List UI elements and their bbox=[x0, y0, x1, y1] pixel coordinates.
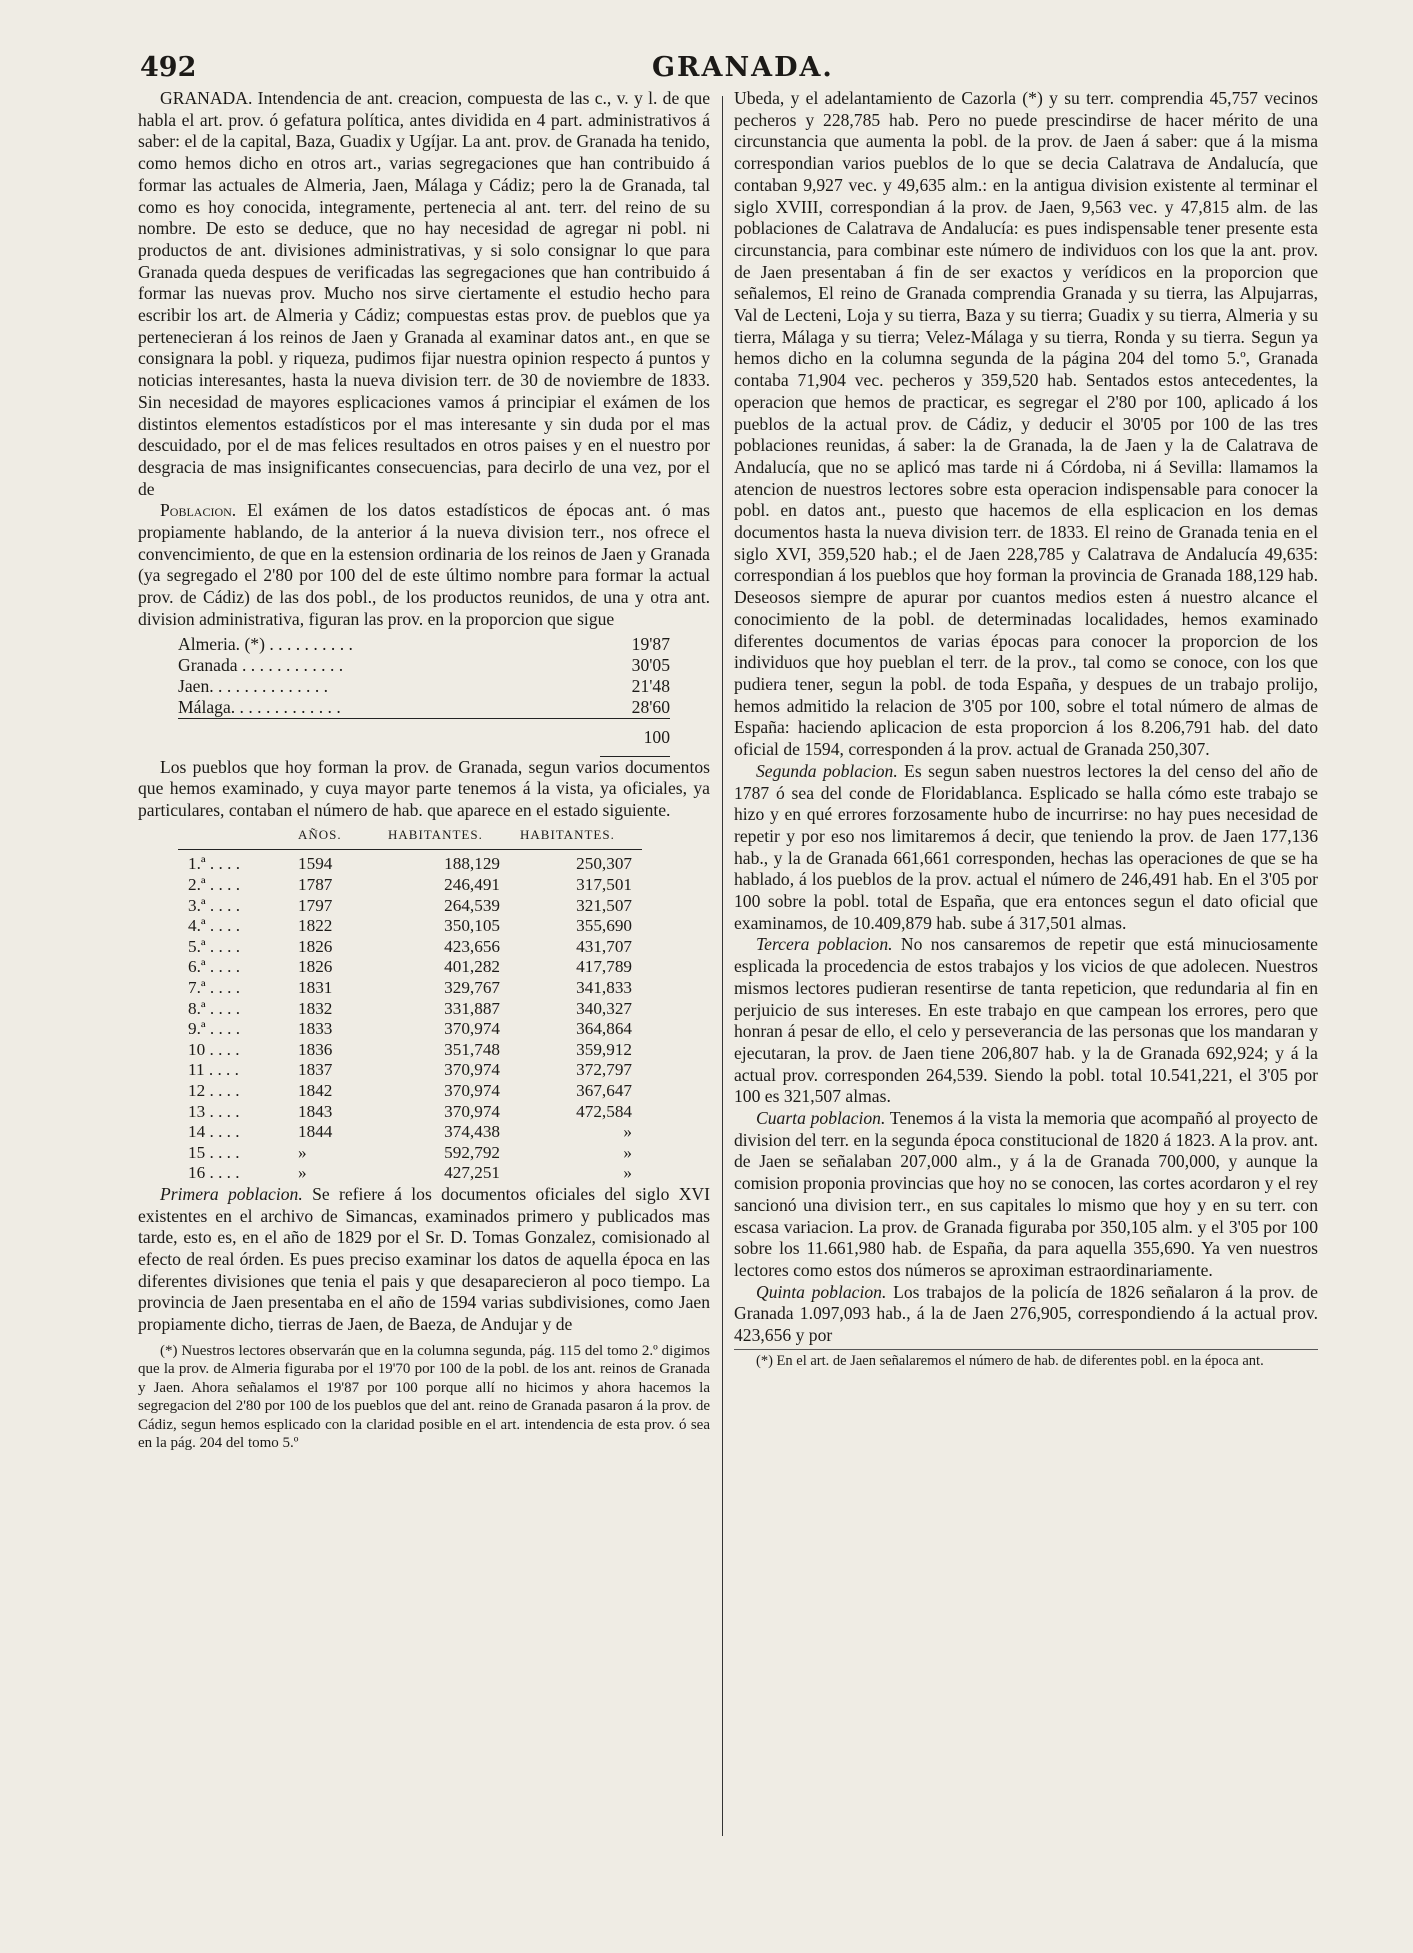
segunda-heading: Segunda poblacion. bbox=[756, 760, 898, 781]
quinta-text: Los trabajos de la policía de 1826 señalaron á la prov. de Granada 1.097,093 hab., á la de Jaen 276,905, correspondiendo á la actual prov. 423,656 y por bbox=[734, 1281, 1318, 1346]
primera-paragraph bbox=[138, 1184, 710, 1336]
habitantes-cell: 370,974 bbox=[444, 1060, 500, 1080]
running-title: GRANADA. bbox=[652, 52, 834, 83]
habitantes-cell: 423,656 bbox=[444, 936, 500, 956]
ratio-label: Jaen. . . . . . . . . . . . . . bbox=[178, 675, 329, 696]
ratio-row bbox=[178, 655, 670, 676]
habitantes-cell: 329,767 bbox=[444, 977, 500, 997]
habitantes-adjusted-cell: 367,647 bbox=[576, 1080, 632, 1100]
habitantes-cell: 351,748 bbox=[444, 1039, 500, 1059]
habitantes-cell: 188,129 bbox=[444, 854, 500, 874]
row-number: 5.ª . . . . bbox=[188, 936, 241, 956]
habitantes-adjusted-cell: » bbox=[623, 1142, 632, 1162]
year-cell: 1837 bbox=[298, 1060, 333, 1080]
row-number: 2.ª . . . . bbox=[188, 874, 241, 894]
poblacion-text: El exámen de los datos estadísticos de épocas ant. ó mas propiamente hablando, de la anterior á la nueva division terr., nos ofrece el convencimiento, de que en la estension ordinaria de los reinos de Jaen y Granada (ya segregado el 2'80 por 100 del de este último nombre para formar la actual prov. de Cádiz) de las dos pobl., de los productos reunidos, de una y otra ant. division administrativa, figuran las prov. en la proporcion que sigue bbox=[138, 500, 710, 629]
habitantes-adjusted-cell: 372,797 bbox=[576, 1060, 632, 1080]
habitantes-cell: 401,282 bbox=[444, 957, 500, 977]
year-cell: 1842 bbox=[298, 1080, 333, 1100]
col-header: AÑOS. bbox=[288, 824, 378, 850]
table-row bbox=[178, 999, 642, 1020]
page-number: 492 bbox=[140, 52, 197, 83]
year-cell: » bbox=[298, 1142, 307, 1162]
ratio-total: 100 bbox=[600, 718, 670, 756]
ratio-label: Almeria. (*) . . . . . . . . . . bbox=[178, 633, 353, 654]
habitantes-cell: 246,491 bbox=[444, 874, 500, 894]
habitantes-adjusted-cell: » bbox=[623, 1122, 632, 1142]
year-cell: 1826 bbox=[298, 936, 333, 956]
table-row bbox=[178, 957, 642, 978]
year-cell: 1822 bbox=[298, 916, 333, 936]
habitantes-adjusted-cell: 355,690 bbox=[576, 916, 632, 936]
segunda-paragraph bbox=[734, 761, 1318, 935]
table-row bbox=[178, 916, 642, 937]
year-cell: » bbox=[298, 1163, 307, 1183]
habitantes-adjusted-cell: 341,833 bbox=[576, 977, 632, 997]
population-table-body bbox=[178, 850, 642, 1184]
table-row bbox=[178, 896, 642, 917]
habitantes-adjusted-cell: » bbox=[623, 1163, 632, 1183]
habitantes-cell: 427,251 bbox=[444, 1163, 500, 1183]
habitantes-adjusted-cell: 472,584 bbox=[576, 1101, 632, 1121]
tercera-paragraph bbox=[734, 934, 1318, 1108]
habitantes-adjusted-cell: 417,789 bbox=[576, 957, 632, 977]
year-cell: 1843 bbox=[298, 1101, 333, 1121]
cuarta-paragraph bbox=[734, 1108, 1318, 1282]
ratio-total-row bbox=[178, 718, 670, 756]
habitantes-adjusted-cell: 340,327 bbox=[576, 998, 632, 1018]
table-row bbox=[178, 937, 642, 958]
cuarta-heading: Cuarta poblacion. bbox=[756, 1108, 886, 1129]
ratio-row bbox=[178, 697, 670, 719]
habitantes-adjusted-cell: 317,501 bbox=[576, 874, 632, 894]
table-row bbox=[178, 1060, 642, 1081]
primera-heading: Primera poblacion. bbox=[160, 1183, 303, 1204]
quinta-heading: Quinta poblacion. bbox=[756, 1281, 887, 1302]
column-divider bbox=[722, 96, 723, 1836]
habitantes-cell: 350,105 bbox=[444, 916, 500, 936]
ratio-label: Málaga. . . . . . . . . . . . . bbox=[178, 696, 341, 717]
habitantes-cell: 370,974 bbox=[444, 1101, 500, 1121]
table-header-row bbox=[178, 824, 642, 850]
col-header: HABITANTES. bbox=[510, 824, 642, 850]
row-number: 10 . . . . bbox=[188, 1039, 240, 1059]
table-row bbox=[178, 1081, 642, 1102]
segunda-text: Es segun saben nuestros lectores la del censo del año de 1787 ó sea del conde de Floridablanca. Esplicado se halla cómo este trabajo se hizo y en qué errores forzosamente hubo de incurrirse: no hay pues necesidad de repetir y por eso nos limitaremos á decir, que teniendo la prov. de Jaen 177,136 hab., y la de Granada 661,661 corresponden, hechas las operaciones de que se ha hablado, á los pueblos de la prov. actual el número de 246,491 hab. En el 3'05 por 100 sobre la pobl. total de España, que era entonces segun el dato oficial que examinamos, de 10.409,879 hab. sube á 317,501 almas. bbox=[734, 760, 1318, 933]
poblacion-heading: Poblacion. bbox=[160, 500, 237, 521]
habitantes-adjusted-cell: 250,307 bbox=[576, 854, 632, 874]
table-row bbox=[178, 1040, 642, 1061]
population-table bbox=[178, 824, 642, 1184]
continued-paragraph: Ubeda, y el adelantamiento de Cazorla (*) y su terr. comprendia 45,757 vecinos pecheros y 228,785 hab. Pero no puede prescindirse de hacer mérito de una circunstancia que aumenta la pobl. de la prov. de Jaen á saber: que á la misma correspondian varios pueblos de lo que se decia Calatrava de Andalucía, que contaban 9,927 vec. y 49,635 alm.: en la antigua division existente al terminar el siglo XVIII, correspondian á la prov. de Jaen, 9,563 vec. y 47,815 alm. de las poblaciones de Calatrava de Andalucía: es pues indispensable tener presente esta circunstancia, para combinar este número de individuos con los que la ant. prov. de Jaen presentaban á fin de ser exactos y verídicos en la proporcion que señalemos, El reino de Granada comprendia Granada y su tierra, las Alpujarras, Val de Lecteni, Loja y su tierra, Baza y su tierra; Guadix y su tierra, Almeria y su tierra, Málaga y su tierra; Velez-Málaga y su tierra, Ronda y su tierra. Segun ya hemos dicho en la columna segunda de la página 204 del tomo 5.º, Granada contaba 71,904 vec. pecheros y 359,520 hab. Sentados estos antecedentes, la operacion que hemos de practicar, es segregar el 2'80 por 100, aplicado á los pueblos de la actual prov. de Cádiz, y deducir el 30'05 por 100 de las tres poblaciones reunidas, á saber: la de Granada, la de Jaen y la de Calatrava de Andalucía, que no se aplicó mas tarde ni á Córdoba, ni á Sevilla: llamamos la atencion de nuestros lectores sobre esta operacion indispensable para conocer la pobl. en datos ant., puesto que hacemos de ella esplicacion en los demas documentos hasta la nueva division terr. de 1833. El reino de Granada tenia en el siglo XVI, 359,520 hab.; el de Jaen 228,785 y Calatrava de Andalucía 49,635: correspondian á los pueblos que hoy forman la provincia de Granada 188,129 hab. Deseosos siempre de apurar por cuantos medios esten á nuestro alcance el conocimiento de la pobl. de determinadas localidades, hemos examinado diferentes documentos de varias épocas para conocer la proporcion de los individuos que hoy pueblan el terr. de la prov., tal como se conoce, con los que pudiera tener, segun la pobl. de toda España, y despues de un trabajo prolijo, hemos admitido la relacion de 3'05 por 100, sobre el total número de almas de España: haciendo aplicacion de esta proporcion á los 8.206,791 hab. del dato oficial de 1594, corresponden á la prov. actual de Granada 250,307. bbox=[734, 88, 1318, 760]
table-row bbox=[178, 875, 642, 896]
estado-intro: Los pueblos que hoy forman la prov. de Granada, segun varios documentos que hemos examinado, y cuya mayor parte tenemos á la vista, ya oficiales, ya particulares, contaban el número de hab. que aparece en el estado siguiente. bbox=[138, 756, 710, 820]
province-ratio-table bbox=[178, 634, 670, 757]
year-cell: 1826 bbox=[298, 957, 333, 977]
col-header bbox=[178, 824, 288, 850]
row-number: 11 . . . . bbox=[188, 1060, 239, 1080]
tercera-text: No nos cansaremos de repetir que está minuciosamente esplicada la procedencia de estos trabajos y los vicios de que adolecen. Nuestros mismos lectores pudieran resentirse de tanta repeticion, que redundaria al fin en perjuicio de sus intereses. En este trabajo en que campean los errores, pero que honran á pesar de ello, el celo y perseverancia de las personas que los mandaran y ejecutaran, la prov. de Jaen tiene 206,807 hab. y la de Granada 692,924; y á la actual prov. corresponden 264,539. Siendo la pobl. total 10.541,221, el 3'05 por 100 es 321,507 almas. bbox=[734, 934, 1318, 1107]
habitantes-cell: 370,974 bbox=[444, 1080, 500, 1100]
page-header bbox=[140, 52, 1290, 92]
year-cell: 1836 bbox=[298, 1039, 333, 1059]
row-number: 13 . . . . bbox=[188, 1101, 240, 1121]
year-cell: 1832 bbox=[298, 998, 333, 1018]
left-footnote: (*) Nuestros lectores observarán que en la columna segunda, pág. 115 del tomo 2.º digimos que la prov. de Almeria figuraba por el 19'70 por 100 de la pobl. de los ant. reinos de Granada y Jaen. Ahora señalamos el 19'87 por 100 porque allí no hicimos y ahora hacemos la segregacion del 2'80 por 100 de los pueblos que del ant. reino de Granada pasaron á la prov. de Cádiz, segun hemos esplicado con la claridad posible en el art. intendencia de esta prov. ó sea en la pág. 204 del tomo 5.º bbox=[138, 1342, 710, 1452]
year-cell: 1594 bbox=[298, 854, 333, 874]
year-cell: 1787 bbox=[298, 874, 333, 894]
ratio-value: 28'60 bbox=[631, 696, 670, 717]
year-cell: 1844 bbox=[298, 1122, 333, 1142]
ratio-label: Granada . . . . . . . . . . . . bbox=[178, 654, 344, 675]
right-column bbox=[734, 88, 1318, 1370]
row-number: 6.ª . . . . bbox=[188, 957, 241, 977]
right-footnote: (*) En el art. de Jaen señalaremos el número de hab. de diferentes pobl. en la época ant. bbox=[734, 1349, 1318, 1371]
row-number: 3.ª . . . . bbox=[188, 895, 241, 915]
table-row bbox=[178, 1122, 642, 1143]
habitantes-cell: 592,792 bbox=[444, 1142, 500, 1162]
year-cell: 1831 bbox=[298, 977, 333, 997]
habitantes-adjusted-cell: 364,864 bbox=[576, 1019, 632, 1039]
habitantes-cell: 264,539 bbox=[444, 895, 500, 915]
ratio-row bbox=[178, 634, 670, 655]
table-row bbox=[178, 1102, 642, 1123]
habitantes-adjusted-cell: 359,912 bbox=[576, 1039, 632, 1059]
cuarta-text: Tenemos á la vista la memoria que acompañó al proyecto de division del terr. en la segunda época constitucional de 1820 á 1823. A la prov. ant. de Jaen se señalaban 207,000 alm., y á la de Granada 700,000, y aunque la comision proponia provincias que hoy no se conocen, las cortes acordaron y el rey sancionó una division terr., en sus capitales lo mismo que hoy y en su terr. con escasa variacion. La prov. de Granada figuraba por 350,105 alm. y el 3'05 por 100 sobre los 11.661,980 hab. de España, da para aquella 355,690. Ya ven nuestros lectores como estos dos números se aproximan estraordinariamente. bbox=[734, 1108, 1318, 1280]
intro-paragraph: GRANADA. Intendencia de ant. creacion, compuesta de las c., v. y l. de que habla el art. prov. ó gefatura política, antes dividida en 4 part. administrativos á saber: el de la capital, Baza, Guadix y Ugíjar. La ant. prov. de Granada ha tenido, como hemos dicho en otros art., varias segregaciones que han contribuido á formar las actuales de Almeria, Jaen, Málaga y Cádiz; pero la de Granada, tal como es hoy conocida, integramente, pertenecia al ant. terr. del reino de su nombre. De esto se deduce, que no hay necesidad de agregar ni pobl. ni productos de ant. divisiones administrativas, y si solo consignar lo que para Granada queda despues de verificadas las segregaciones que han contribuido á formar las nuevas prov. Mucho nos sirve ciertamente el estudio hecho para escribir los art. de Almeria y Cádiz; compuestas estas prov. de pueblos que ya pertenecieran á los reinos de Jaen y Granada al examinar datos ant., en que se consignara la pobl. y riqueza, pudimos fijar nuestra opinion respecto á puntos y noticias interesantes, hasta la nueva division terr. de 30 de noviembre de 1833. Sin necesidad de mayores esplicaciones vamos á principiar el exámen de los distintos elementos estadísticos por el mas interesante y sin duda por el mas descuidado, por el de mas felices resultados en otros paises y en el nuestro por desgracia de mas insignificantes consecuencias, para decirlo de una vez, por el de bbox=[138, 88, 710, 499]
col-header: HABITANTES. bbox=[378, 824, 510, 850]
row-number: 1.ª . . . . bbox=[188, 854, 241, 874]
table-row bbox=[178, 1143, 642, 1164]
ratio-row bbox=[178, 676, 670, 697]
table-row bbox=[178, 978, 642, 999]
table-row bbox=[178, 850, 642, 875]
ratio-value: 21'48 bbox=[631, 675, 670, 696]
habitantes-adjusted-cell: 321,507 bbox=[576, 895, 632, 915]
ratio-value: 19'87 bbox=[631, 633, 670, 654]
year-cell: 1833 bbox=[298, 1019, 333, 1039]
habitantes-cell: 370,974 bbox=[444, 1019, 500, 1039]
row-number: 8.ª . . . . bbox=[188, 998, 241, 1018]
ratio-value: 30'05 bbox=[631, 654, 670, 675]
row-number: 12 . . . . bbox=[188, 1080, 240, 1100]
row-number: 7.ª . . . . bbox=[188, 977, 241, 997]
row-number: 15 . . . . bbox=[188, 1142, 240, 1162]
table-row bbox=[178, 1163, 642, 1184]
row-number: 4.ª . . . . bbox=[188, 916, 241, 936]
row-number: 9.ª . . . . bbox=[188, 1019, 241, 1039]
poblacion-paragraph bbox=[138, 500, 710, 630]
habitantes-adjusted-cell: 431,707 bbox=[576, 936, 632, 956]
row-number: 16 . . . . bbox=[188, 1163, 240, 1183]
tercera-heading: Tercera poblacion. bbox=[756, 934, 893, 955]
quinta-paragraph bbox=[734, 1282, 1318, 1347]
table-row bbox=[178, 1019, 642, 1040]
left-column bbox=[138, 88, 710, 1453]
row-number: 14 . . . . bbox=[188, 1122, 240, 1142]
primera-text: Se refiere á los documentos oficiales del siglo XVI existentes en el archivo de Simancas, examinados primero y publicados mas tarde, esto es, en el año de 1829 por el Sr. D. Tomas Gonzalez, comisionado al efecto de real órden. Es pues preciso examinar los datos de aquella época en las diferentes divisiones que tenia el pais y que desaparecieron al poco tiempo. La provincia de Jaen presentaba en el año de 1594 varias subdivisiones, como Jaen propiamente dicho, tierras de Jaen, de Baeza, de Andujar y de bbox=[138, 1183, 710, 1335]
year-cell: 1797 bbox=[298, 895, 333, 915]
habitantes-cell: 374,438 bbox=[444, 1122, 500, 1142]
habitantes-cell: 331,887 bbox=[444, 998, 500, 1018]
